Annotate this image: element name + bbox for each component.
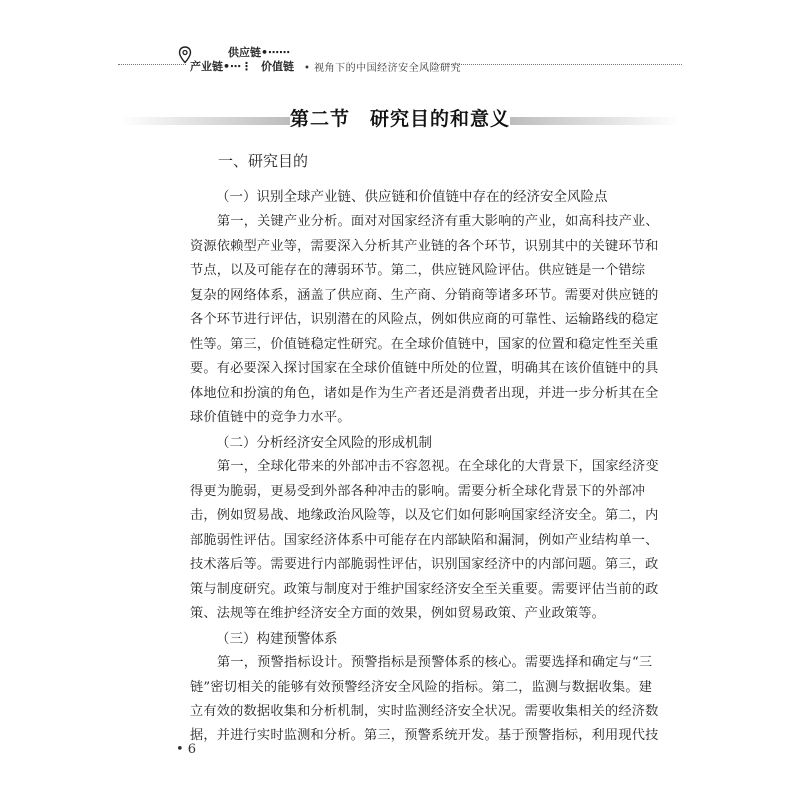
paragraph-line: 策与制度研究。政策与制度对于维护国家经济安全至关重要。需要评估当前的政 — [190, 582, 659, 597]
paragraph-line: 球价值链中的竞争力水平。 — [190, 410, 351, 425]
paragraph-line: 第一，预警指标设计。预警指标是预警体系的核心。需要选择和确定与“三 — [217, 655, 653, 670]
paragraph-line: 得更为脆弱，更易受到外部各种冲击的影响。需要分析全球化背景下的外部冲 — [190, 484, 646, 499]
paragraph-line: 策、法规等在维护经济安全方面的效果，例如贸易政策、产业政策等。 — [190, 606, 606, 621]
paragraph-line: 链”密切相关的能够有效预警经济安全风险的指标。第二，监测与数据收集。建 — [190, 680, 653, 695]
header-book-subtitle: • 视角下的中国经济安全风险研究 — [304, 63, 462, 74]
paragraph-line: 要。有必要深入探讨国家在全球价值链中所处的位置，明确其在该价值链中的具 — [190, 361, 659, 376]
subsection-2-title: （二）分析经济安全风险的形成机制 — [216, 435, 432, 451]
paragraph-line: 各个环节进行评估，识别潜在的风险点，例如供应商的可靠性、运输路线的稳定 — [190, 312, 659, 327]
paragraph-line: 节点，以及可能存在的薄弱环节。第二，供应链风险评估。供应链是一个错综 — [190, 263, 646, 278]
page-number: • 6 — [176, 742, 197, 757]
running-header — [0, 0, 800, 90]
paragraph-line: 体地位和扮演的角色，诸如是作为生产者还是消费者出现，并进一步分析其在全 — [190, 386, 659, 401]
section-title-block — [0, 102, 800, 138]
subsection-3-title: （三）构建预警体系 — [216, 631, 338, 647]
heading-research-purpose: 一、研究目的 — [218, 152, 309, 170]
section-title: 第二节 研究目的和意义 — [290, 108, 511, 130]
paragraph-line: 资源依赖型产业等，需要深入分析其产业链的各个环节，识别其中的关键环节和 — [190, 239, 659, 254]
header-dotted-rule-right — [434, 64, 682, 65]
paragraph-line: 第一，关键产业分析。面对对国家经济有重大影响的产业，如高科技产业、 — [217, 214, 659, 229]
paragraph-line: 击，例如贸易战、地缘政治风险等，以及它们如何影响国家经济安全。第二，内 — [190, 508, 659, 523]
paragraph-line: 性等。第三，价值链稳定性研究。在全球价值链中，国家的位置和稳定性至关重 — [190, 337, 659, 352]
title-bar-left — [120, 117, 290, 125]
paragraph-line: 据，并进行实时监测和分析。第三，预警系统开发。基于预警指标，利用现代技 — [190, 728, 659, 743]
paragraph-line: 复杂的网络体系，涵盖了供应商、生产商、分销商等诸多环节。需要对供应链的 — [190, 288, 659, 303]
header-value-chain: 价值链 — [261, 60, 294, 73]
paragraph-line: 技术落后等。需要进行内部脆弱性评估，识别国家经济中的内部问题。第三，政 — [190, 557, 659, 572]
header-supply-chain: 供应链•⋯⋯ — [228, 46, 291, 59]
paragraph-line: 立有效的数据收集和分析机制，实时监测经济安全状况。需要收集相关的经济数 — [190, 704, 659, 719]
subsection-1-title: （一）识别全球产业链、供应链和价值链中存在的经济安全风险点 — [216, 189, 608, 205]
paragraph-line: 第一，全球化带来的外部冲击不容忽视。在全球化的大背景下，国家经济变 — [217, 459, 659, 474]
paragraph-line: 部脆弱性评估。国家经济体系中可能存在内部缺陷和漏洞，例如产业结构单一、 — [190, 533, 659, 548]
header-industry-chain: 产业链•⋯⋮ — [190, 60, 253, 73]
header-dotted-rule-left — [118, 64, 186, 65]
title-bar-right — [510, 117, 680, 125]
